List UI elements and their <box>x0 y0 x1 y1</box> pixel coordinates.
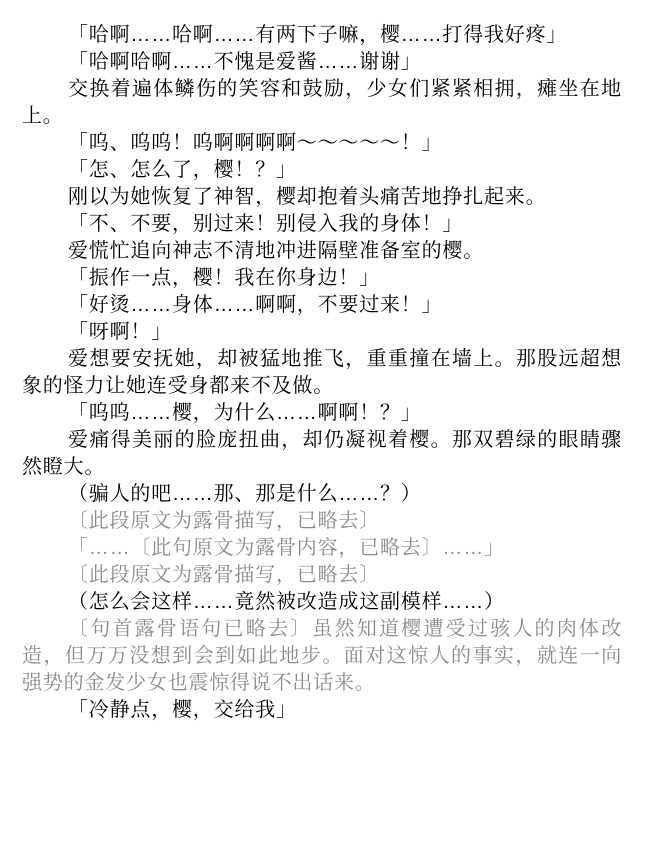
paragraph: 交换着遍体鳞伤的笑容和鼓励，少女们紧紧相拥，瘫坐在地上。 <box>22 78 622 127</box>
paragraph: 「怎、怎么了，樱！？」 <box>68 159 297 181</box>
paragraph: （骗人的吧……那、那是什么……？） <box>68 483 422 505</box>
paragraph: 「呜、呜呜！呜啊啊啊啊～～～～～！」 <box>68 132 443 154</box>
paragraph-redacted: 「……〔此句原文为露骨内容，已略去〕……」 <box>68 537 505 559</box>
paragraph-redacted: 〔句首露骨语句已略去〕虽然知道樱遭受过骇人的肉体改造，但万万没想到会到如此地步。面对这惊人的事实，就连一向强势的金发少女也震惊得说不出话来。 <box>22 618 622 694</box>
paragraph: 「振作一点，樱！我在你身边！」 <box>68 267 380 289</box>
paragraph: 「不、不要，别过来！别侵入我的身体！」 <box>68 213 464 235</box>
paragraph: 「好烫……身体……啊啊，不要过来！」 <box>68 294 443 316</box>
paragraph: 爱慌忙追向神志不清地冲进隔壁准备室的樱。 <box>68 240 484 262</box>
paragraph: （怎么会这样……竟然被改造成这副模样……） <box>68 591 505 613</box>
paragraph-redacted: 〔此段原文为露骨描写，已略去〕 <box>68 564 380 586</box>
paragraph: 爱想要安抚她，却被猛地推飞，重重撞在墙上。那股远超想象的怪力让她连受身都来不及做。 <box>22 348 622 397</box>
paragraph: 「呀啊！」 <box>68 321 172 343</box>
paragraph: 「冷静点，樱，交给我」 <box>68 699 297 721</box>
paragraph: 「哈啊哈啊……不愧是爱酱……谢谢」 <box>68 51 422 73</box>
paragraph: 爱痛得美丽的脸庞扭曲，却仍凝视着樱。那双碧绿的眼睛骤然瞪大。 <box>22 429 622 478</box>
paragraph: 「呜呜……樱，为什么……啊啊！？」 <box>68 402 422 424</box>
paragraph-redacted: 〔此段原文为露骨描写，已略去〕 <box>68 510 380 532</box>
text-body <box>22 22 622 724</box>
paragraph: 刚以为她恢复了神智，樱却抱着头痛苦地挣扎起来。 <box>68 186 547 208</box>
paragraph: 「哈啊……哈啊……有两下子嘛，樱……打得我好疼」 <box>68 24 568 46</box>
